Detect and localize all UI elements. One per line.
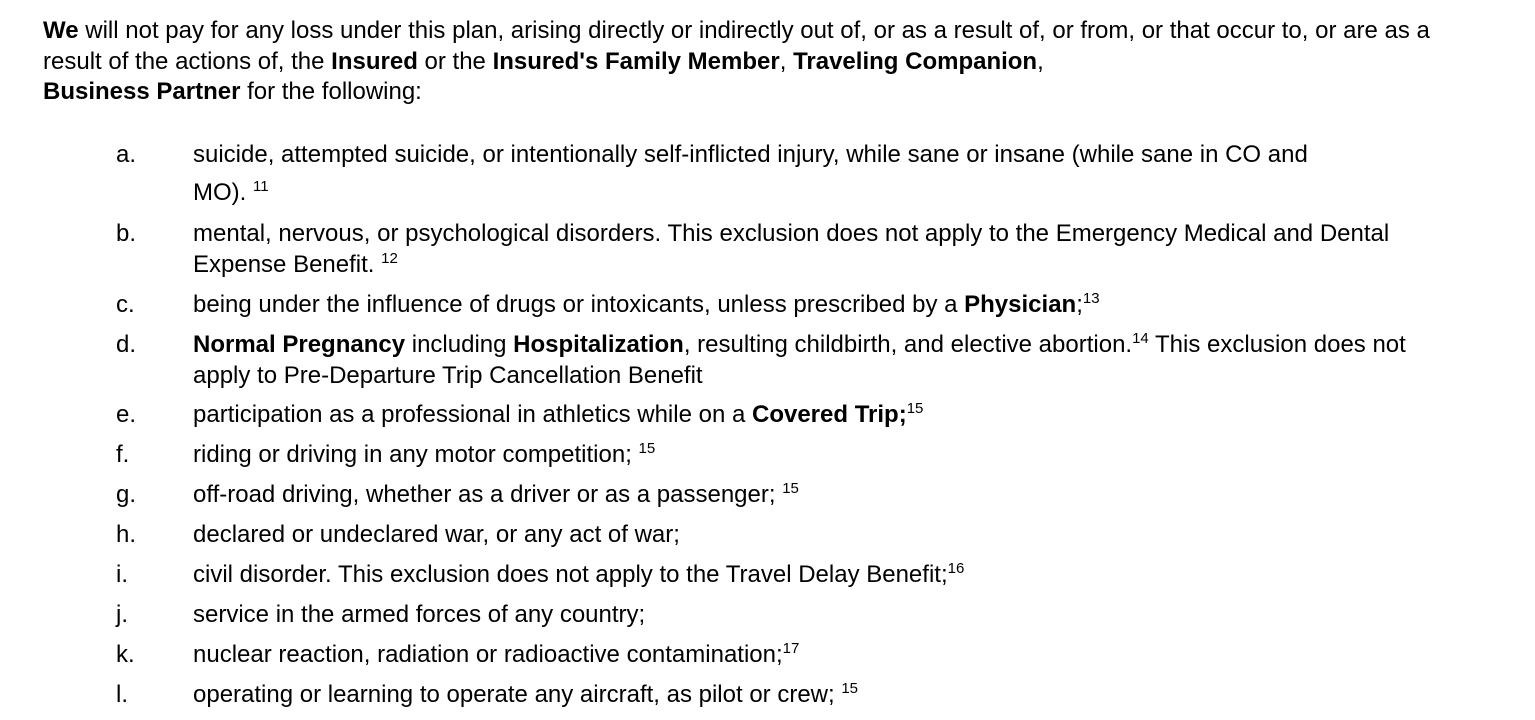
list-item-text-part: participation as a professional in athletics while on a xyxy=(193,401,752,428)
list-item-text-part: suicide, attempted suicide, or intentionally self-inflicted injury, while sane or insane (while sane in CO and MO). xyxy=(193,141,1308,206)
list-item-text xyxy=(193,479,1493,510)
intro-text-3: for the following: xyxy=(240,78,422,105)
list-item-text-part: being under the influence of drugs or intoxicants, unless prescribed by a xyxy=(193,291,965,318)
list-item-text xyxy=(193,136,1338,212)
list-item-text xyxy=(193,329,1433,391)
list-item-text-part: nuclear reaction, radiation or radioactive contamination; xyxy=(193,641,783,668)
list-item-text xyxy=(193,218,1453,280)
list-item-text-part: operating or learning to operate any aircraft, as pilot or crew; xyxy=(193,681,835,708)
list-item-letter: b. xyxy=(116,220,137,247)
footnote-ref: 17 xyxy=(782,640,800,657)
list-item-text-part: riding or driving in any motor competition; xyxy=(193,441,632,468)
footnote-ref: 14 xyxy=(1132,330,1149,347)
footnote-ref: 11 xyxy=(253,178,269,195)
list-item-text-part: This exclusion does not apply to Pre-Departure Trip Cancellation Benefit xyxy=(193,331,1406,389)
list-item-text-part: mental, nervous, or psychological disorders. This exclusion does not apply to the Emergency Medical and Dental Expense Benefit. xyxy=(193,220,1390,278)
list-item-letter: j. xyxy=(116,601,128,628)
intro-text-2: or the xyxy=(417,47,493,75)
intro-paragraph xyxy=(43,16,1483,108)
list-item-text-part: including xyxy=(405,331,514,358)
list-item-bold-term: Normal Pregnancy xyxy=(193,331,406,358)
intro-business-partner: Business Partner xyxy=(43,78,241,105)
list-item-bold-term: Physician xyxy=(964,291,1077,318)
list-item-text-part: , resulting childbirth, and elective abortion. xyxy=(683,331,1133,358)
list-item-text xyxy=(193,289,1493,320)
footnote-ref: 15 xyxy=(906,400,924,417)
intro-comma-1: , xyxy=(779,47,794,75)
intro-text-1: will not pay for any loss under this plan, arising directly or indirectly out of, or as a result of, or from, or that occur to, or are as a result of the actions of, the xyxy=(43,17,1430,75)
footnote-ref: 15 xyxy=(782,480,799,497)
list-item-text xyxy=(193,559,1493,590)
intro-we: We xyxy=(43,17,79,44)
list-item-bold-term: Covered Trip; xyxy=(751,401,907,428)
list-item-letter: l. xyxy=(116,681,128,708)
list-item-text: service in the armed forces of any country; xyxy=(193,601,646,628)
list-item-letter: d. xyxy=(116,331,137,358)
footnote-ref: 15 xyxy=(638,440,656,457)
list-item-letter: a. xyxy=(116,141,137,168)
footnote-ref: 16 xyxy=(947,560,965,577)
intro-traveling-companion: Traveling Companion xyxy=(793,47,1038,75)
list-item-text xyxy=(193,399,1493,430)
intro-insured: Insured xyxy=(331,47,418,75)
list-item-letter: h. xyxy=(116,521,137,548)
list-item-letter: i. xyxy=(116,561,128,588)
list-item-text xyxy=(193,679,1493,710)
list-item-letter: e. xyxy=(116,401,137,428)
list-item-letter: g. xyxy=(116,481,137,508)
footnote-ref: 15 xyxy=(841,680,859,697)
list-item-text: declared or undeclared war, or any act of war; xyxy=(193,521,680,548)
footnote-ref: 13 xyxy=(1082,290,1100,307)
list-item-text-part: civil disorder. This exclusion does not apply to the Travel Delay Benefit; xyxy=(193,561,948,588)
list-item-text xyxy=(193,439,1493,470)
footnote-ref: 12 xyxy=(381,250,398,267)
list-item-letter: k. xyxy=(116,641,135,668)
list-item-text xyxy=(193,639,1493,670)
intro-comma-2: , xyxy=(1037,47,1044,75)
list-item-text-part: ; xyxy=(1076,291,1083,318)
list-item-bold-term: Hospitalization xyxy=(513,331,684,358)
list-item-text-part: off-road driving, whether as a driver or as a passenger; xyxy=(193,481,776,508)
list-item-letter: f. xyxy=(116,441,130,468)
list-item-letter: c. xyxy=(116,291,135,318)
intro-family-member: Insured's Family Member xyxy=(492,47,780,75)
